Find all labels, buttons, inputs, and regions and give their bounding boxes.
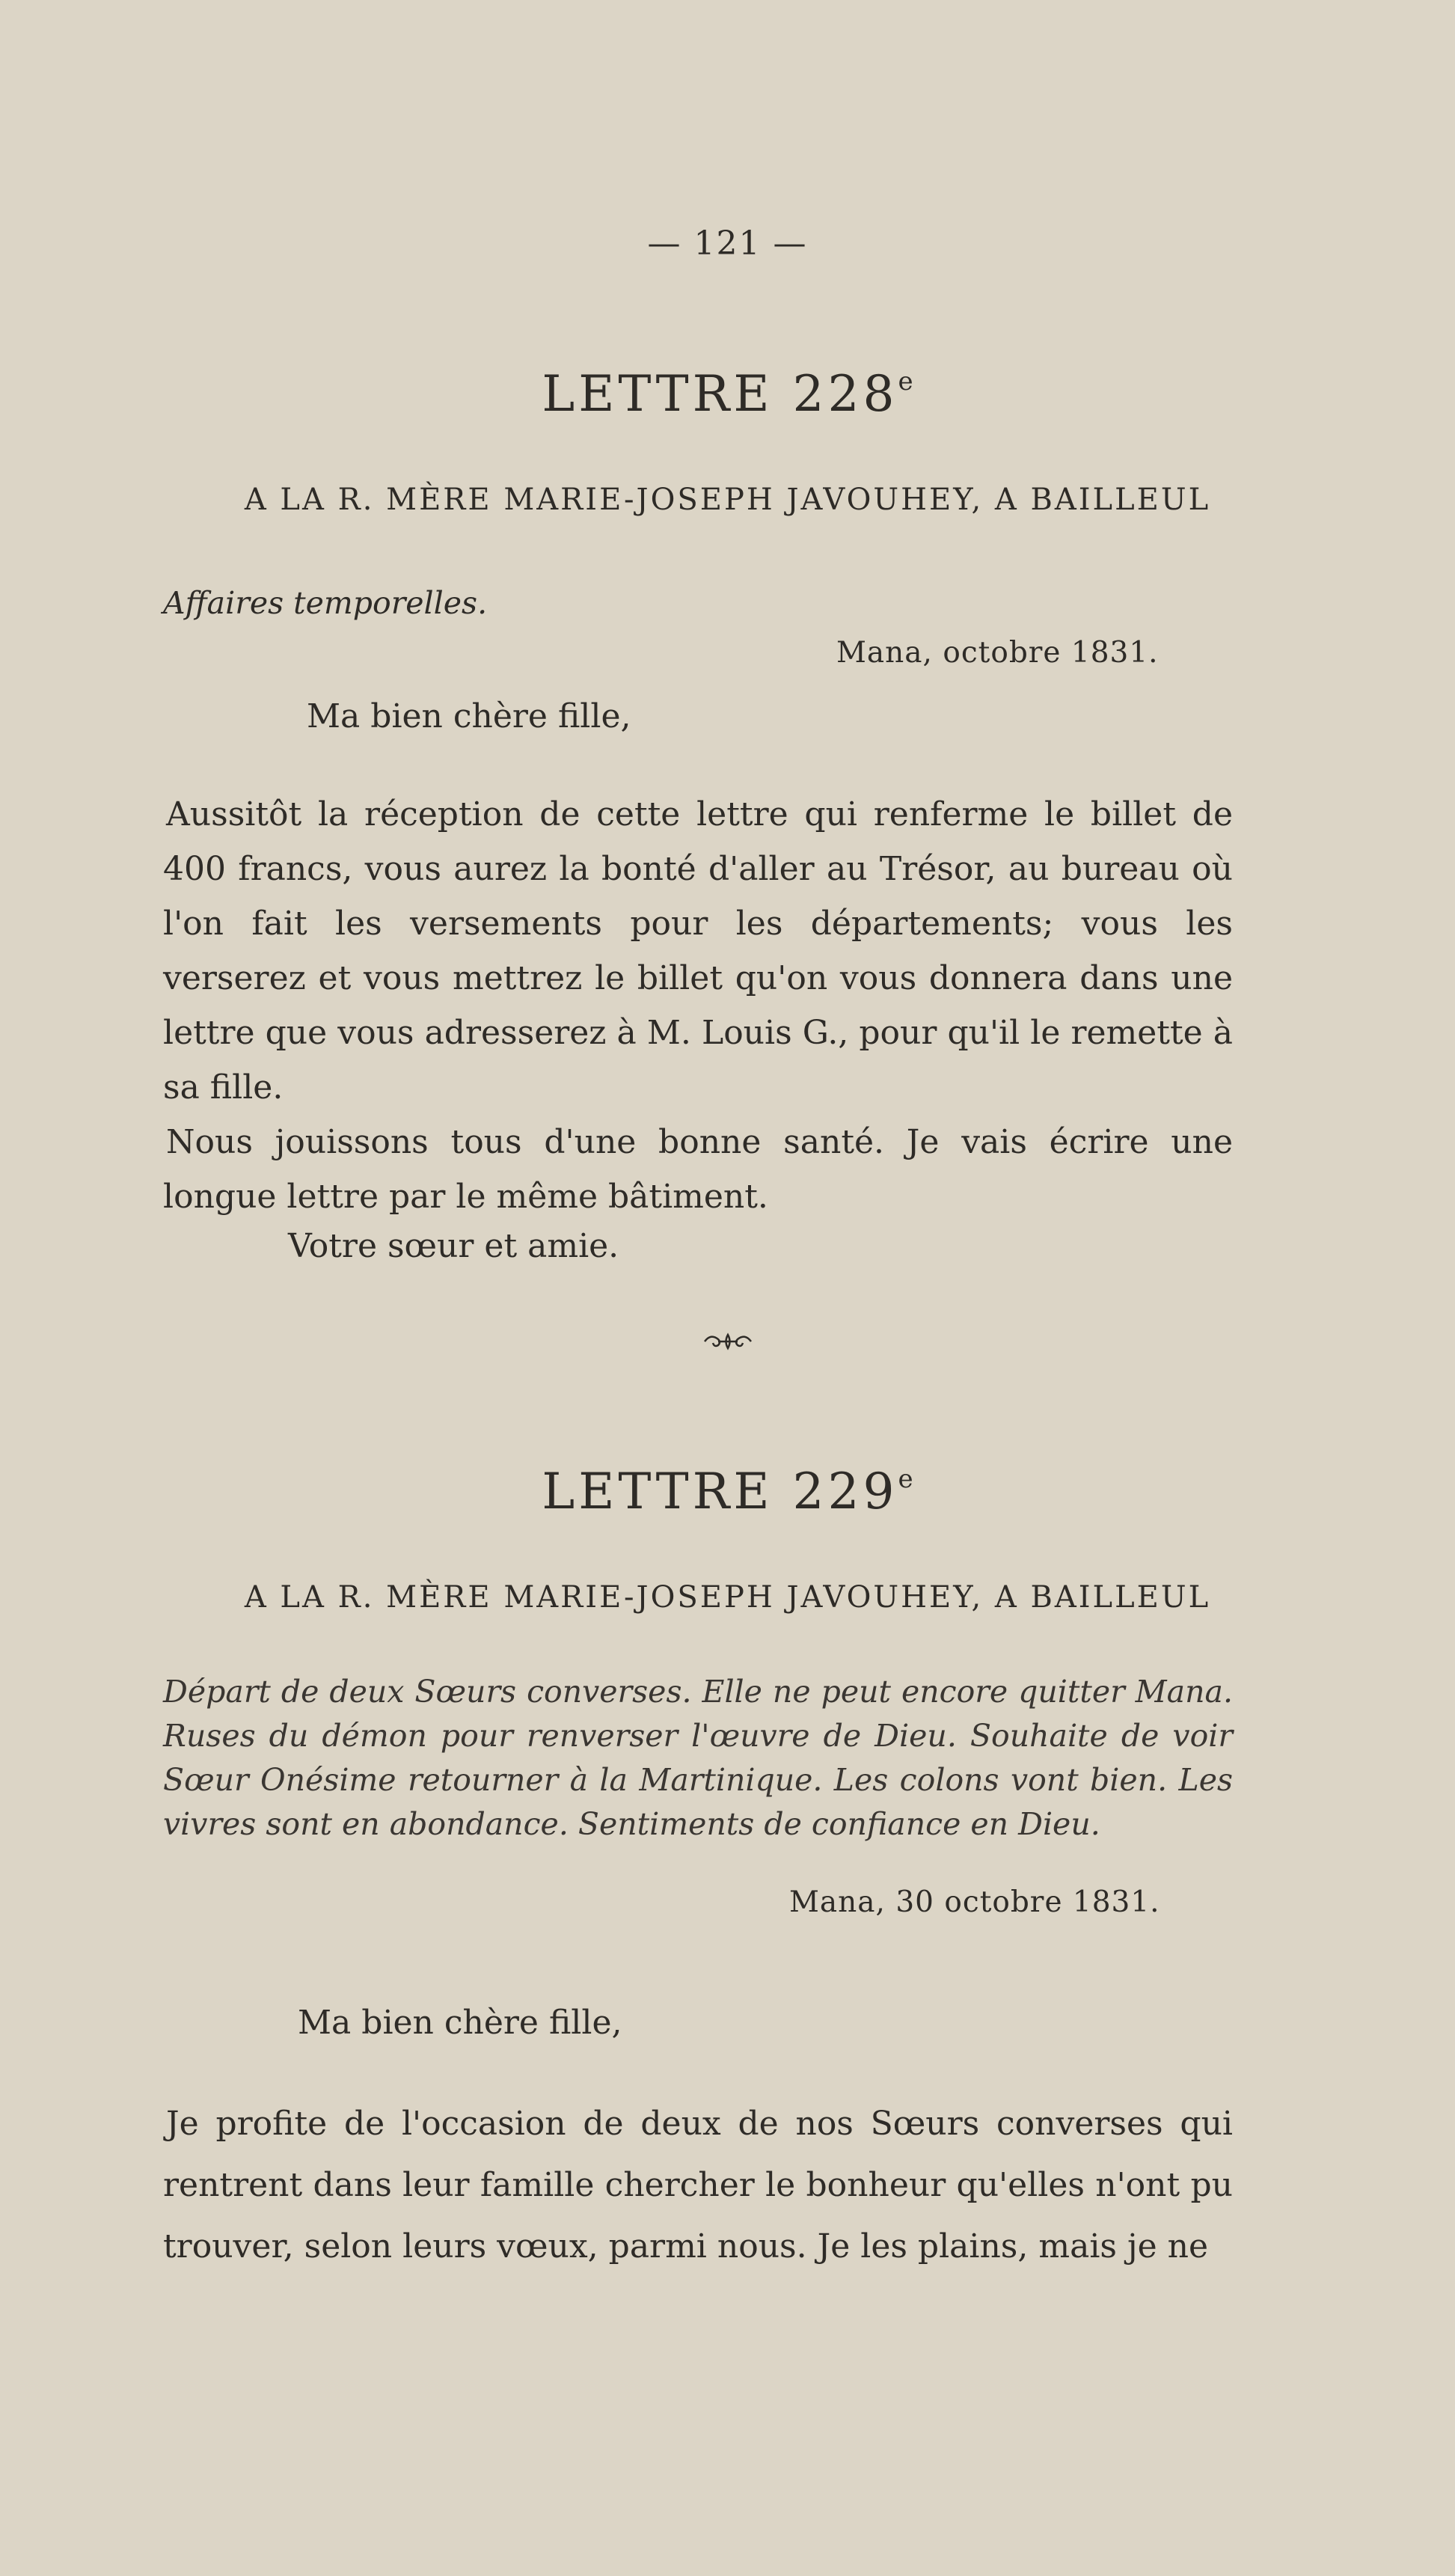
letter-229-title-sup: e [898, 1464, 913, 1494]
letter-228-title-text: LETTRE 228 [542, 365, 898, 423]
fleuron-icon [702, 1330, 754, 1353]
letter-229-body [163, 2093, 1233, 2277]
letter-228-address: A LA R. MÈRE MARIE-JOSEPH JAVOUHEY, A BAILLEUL [244, 483, 1211, 517]
section-divider-ornament [0, 1323, 1455, 1361]
letter-228-paragraph-1: Aussitôt la réception de cette lettre qui renferme le billet de 400 francs, vous aurez la bonté d'aller au Trésor, au bureau où l'on fait les versements pour les départements; vous les verserez et vous mettrez le billet qu'on vous donnera dans une lettre que vous adresserez à M. Louis G., pour qu'il le remette à sa fille. [163, 795, 1233, 1107]
letter-229-address: A LA R. MÈRE MARIE-JOSEPH JAVOUHEY, A BAILLEUL [244, 1580, 1211, 1615]
letter-228-body [163, 787, 1233, 1224]
page-number: — 121 — [647, 224, 808, 263]
letter-228-salutation: Ma bien chère fille, [307, 697, 631, 735]
letter-228-dateline: Mana, octobre 1831. [836, 636, 1159, 670]
letter-229-salutation: Ma bien chère fille, [298, 2004, 622, 2042]
letter-228-title-sup: e [898, 367, 913, 397]
letter-228-summary: Affaires temporelles. [163, 585, 488, 621]
letter-229-title [0, 1463, 1455, 1520]
letter-228-paragraph-2: Nous jouissons tous d'une bonne santé. Je vais écrire une longue lettre par le même bâtiment. [163, 1123, 1233, 1216]
letter-229-paragraph-1: Je profite de l'occasion de deux de nos Sœurs converses qui rentrent dans leur famille chercher le bonheur qu'elles n'ont pu trouver, selon leurs vœux, parmi nous. Je les plains, mais je ne [163, 2105, 1233, 2266]
letter-228-title [0, 365, 1455, 423]
letter-229-title-text: LETTRE 229 [542, 1463, 898, 1520]
letter-229-dateline: Mana, 30 octobre 1831. [789, 1885, 1160, 1919]
letter-229-summary: Départ de deux Sœurs converses. Elle ne peut encore quitter Mana. Ruses du démon pour renverser l'œuvre de Dieu. Souhaite de voir Sœur Onésime retourner à la Martinique. Les colons vont bien. Les vivres sont en abondance. Sentiments de confiance en Dieu. [163, 1674, 1233, 1842]
letter-228-signoff: Votre sœur et amie. [288, 1227, 619, 1265]
